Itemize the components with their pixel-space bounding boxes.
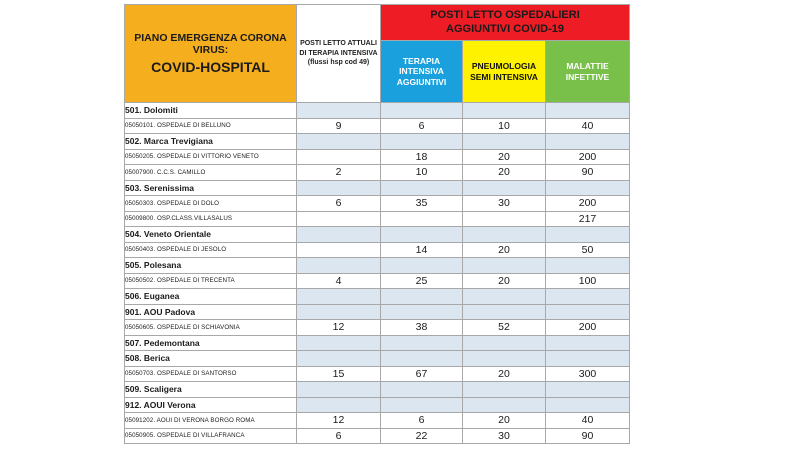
pneumo-cell: 52: [463, 320, 546, 336]
malattie-cell: [546, 304, 630, 320]
terapia-cell: 10: [381, 165, 463, 181]
terapia-cell: [381, 382, 463, 398]
malattie-cell: 200: [546, 320, 630, 336]
ulss-section-row: [125, 134, 630, 150]
terapia-cell: [381, 351, 463, 367]
terapia-cell: 14: [381, 242, 463, 258]
attuali-cell: [297, 304, 381, 320]
ulss-name-cell: 504. Veneto Orientale: [125, 227, 297, 243]
pneumo-cell: [463, 397, 546, 413]
attuali-cell: [297, 227, 381, 243]
pneumo-cell: 20: [463, 366, 546, 382]
terapia-cell: [381, 211, 463, 227]
ulss-section-row: [125, 103, 630, 119]
attuali-cell: 6: [297, 196, 381, 212]
hospital-name-cell: 05050205. OSPEDALE DI VITTORIO VENETO: [125, 149, 297, 165]
ulss-name-cell: 506. Euganea: [125, 289, 297, 305]
pneumo-cell: [463, 227, 546, 243]
attuali-cell: 15: [297, 366, 381, 382]
ulss-section-row: [125, 304, 630, 320]
pneumo-line1: PNEUMOLOGIA: [471, 60, 537, 71]
hospital-name-cell: 05050502. OSPEDALE DI TRECENTA: [125, 273, 297, 289]
hospital-name-cell: 05050905. OSPEDALE DI VILLAFRANCA: [125, 428, 297, 444]
attuali-cell: 9: [297, 118, 381, 134]
posti-attuali-line3: (flussi hsp cod 49): [307, 59, 370, 67]
terapia-line1: TERAPIA: [402, 55, 441, 66]
malattie-cell: [546, 335, 630, 351]
hospital-name-cell: 05050303. OSPEDALE DI DOLO: [125, 196, 297, 212]
malattie-cell: 200: [546, 149, 630, 165]
attuali-cell: [297, 289, 381, 305]
hospital-row: [125, 366, 630, 382]
pneumo-cell: 20: [463, 413, 546, 429]
hospital-row: [125, 196, 630, 212]
attuali-cell: [297, 335, 381, 351]
attuali-cell: 4: [297, 273, 381, 289]
posti-attuali-header: [297, 5, 381, 103]
aggiuntivi-group-line2: AGGIUNTIVI COVID-19: [446, 22, 564, 35]
hospital-row: [125, 413, 630, 429]
pneumo-cell: 20: [463, 165, 546, 181]
hospital-name-cell: 05009800. OSP.CLASS.VILLASALUS: [125, 211, 297, 227]
attuali-cell: 12: [297, 320, 381, 336]
hospital-name-cell: 05050101. OSPEDALE DI BELLUNO: [125, 118, 297, 134]
pneumologia-header: [463, 41, 546, 103]
ulss-name-cell: 502. Marca Trevigiana: [125, 134, 297, 150]
pneumo-cell: 20: [463, 149, 546, 165]
ulss-name-cell: 507. Pedemontana: [125, 335, 297, 351]
malattie-cell: [546, 227, 630, 243]
terapia-cell: [381, 103, 463, 119]
hospital-name-cell: 05050403. OSPEDALE DI JESOLO: [125, 242, 297, 258]
malattie-cell: [546, 351, 630, 367]
ulss-section-row: [125, 397, 630, 413]
malattie-cell: 90: [546, 428, 630, 444]
terapia-cell: 6: [381, 413, 463, 429]
attuali-cell: [297, 180, 381, 196]
malattie-line1: MALATTIE: [566, 60, 609, 71]
pneumo-cell: [463, 289, 546, 305]
terapia-line3: AGGIUNTIVI: [396, 76, 447, 87]
malattie-cell: [546, 180, 630, 196]
ulss-name-cell: 509. Scaligera: [125, 382, 297, 398]
attuali-cell: 12: [297, 413, 381, 429]
malattie-cell: [546, 382, 630, 398]
hospital-row: [125, 320, 630, 336]
plan-title-line2: VIRUS:: [192, 44, 229, 57]
pneumo-line2: SEMI INTENSIVA: [470, 71, 538, 82]
table-body: [125, 103, 630, 444]
attuali-cell: [297, 211, 381, 227]
attuali-cell: [297, 242, 381, 258]
hospital-row: [125, 118, 630, 134]
pneumo-cell: [463, 134, 546, 150]
terapia-cell: [381, 289, 463, 305]
hospital-row: [125, 428, 630, 444]
malattie-cell: [546, 134, 630, 150]
pneumo-cell: [463, 211, 546, 227]
ulss-name-cell: 505. Polesana: [125, 258, 297, 274]
terapia-cell: 6: [381, 118, 463, 134]
terapia-cell: 18: [381, 149, 463, 165]
ulss-section-row: [125, 382, 630, 398]
terapia-cell: [381, 304, 463, 320]
pneumo-cell: 20: [463, 242, 546, 258]
aggiuntivi-group-header: [381, 5, 630, 41]
hospital-row: [125, 165, 630, 181]
pneumo-cell: [463, 180, 546, 196]
ulss-section-row: [125, 351, 630, 367]
pneumo-cell: [463, 351, 546, 367]
terapia-cell: [381, 134, 463, 150]
covid-hospital-table: [124, 4, 630, 444]
terapia-cell: [381, 227, 463, 243]
terapia-cell: [381, 335, 463, 351]
terapia-line2: INTENSIVA: [399, 66, 444, 77]
malattie-cell: [546, 289, 630, 305]
terapia-cell: 22: [381, 428, 463, 444]
terapia-cell: 25: [381, 273, 463, 289]
ulss-section-row: [125, 227, 630, 243]
ulss-section-row: [125, 335, 630, 351]
malattie-cell: 40: [546, 413, 630, 429]
malattie-cell: 300: [546, 366, 630, 382]
attuali-cell: [297, 134, 381, 150]
plan-title-line3: COVID-HOSPITAL: [151, 58, 270, 75]
hospital-row: [125, 242, 630, 258]
malattie-line2: INFETTIVE: [565, 71, 610, 82]
terapia-intensiva-header: [381, 41, 463, 103]
hospital-row: [125, 211, 630, 227]
aggiuntivi-group-line1: POSTI LETTO OSPEDALIERI: [430, 8, 580, 21]
malattie-cell: 217: [546, 211, 630, 227]
malattie-cell: [546, 103, 630, 119]
attuali-cell: 6: [297, 428, 381, 444]
terapia-cell: [381, 180, 463, 196]
ulss-name-cell: 501. Dolomiti: [125, 103, 297, 119]
malattie-infettive-header: [546, 41, 630, 103]
pneumo-cell: [463, 382, 546, 398]
hospital-name-cell: 05050703. OSPEDALE DI SANTORSO: [125, 366, 297, 382]
terapia-cell: [381, 258, 463, 274]
pneumo-cell: 30: [463, 428, 546, 444]
pneumo-cell: [463, 258, 546, 274]
ulss-section-row: [125, 289, 630, 305]
pneumo-cell: [463, 304, 546, 320]
malattie-cell: 40: [546, 118, 630, 134]
terapia-cell: [381, 397, 463, 413]
ulss-section-row: [125, 258, 630, 274]
attuali-cell: [297, 149, 381, 165]
hospital-row: [125, 149, 630, 165]
attuali-cell: 2: [297, 165, 381, 181]
malattie-cell: 100: [546, 273, 630, 289]
pneumo-cell: 10: [463, 118, 546, 134]
attuali-cell: [297, 397, 381, 413]
malattie-cell: 200: [546, 196, 630, 212]
hospital-name-cell: 05091202. AOUI DI VERONA BORGO ROMA: [125, 413, 297, 429]
terapia-cell: 38: [381, 320, 463, 336]
terapia-cell: 67: [381, 366, 463, 382]
terapia-cell: 35: [381, 196, 463, 212]
plan-title-cell: [125, 5, 297, 103]
pneumo-cell: [463, 335, 546, 351]
posti-attuali-line2: DI TERAPIA INTENSIVA: [299, 49, 378, 57]
malattie-cell: 90: [546, 165, 630, 181]
ulss-name-cell: 901. AOU Padova: [125, 304, 297, 320]
malattie-cell: 50: [546, 242, 630, 258]
attuali-cell: [297, 382, 381, 398]
hospital-row: [125, 273, 630, 289]
ulss-name-cell: 508. Berica: [125, 351, 297, 367]
attuali-cell: [297, 103, 381, 119]
posti-attuali-line1: POSTI LETTO ATTUALI: [300, 40, 377, 48]
attuali-cell: [297, 351, 381, 367]
pneumo-cell: [463, 103, 546, 119]
hospital-name-cell: 05050605. OSPEDALE DI SCHIAVONIA: [125, 320, 297, 336]
plan-title-line1: PIANO EMERGENZA CORONA: [134, 31, 287, 44]
pneumo-cell: 30: [463, 196, 546, 212]
ulss-name-cell: 912. AOUI Verona: [125, 397, 297, 413]
hospital-name-cell: 05007900. C.C.S. CAMILLO: [125, 165, 297, 181]
malattie-cell: [546, 258, 630, 274]
attuali-cell: [297, 258, 381, 274]
ulss-name-cell: 503. Serenissima: [125, 180, 297, 196]
malattie-cell: [546, 397, 630, 413]
ulss-section-row: [125, 180, 630, 196]
pneumo-cell: 20: [463, 273, 546, 289]
